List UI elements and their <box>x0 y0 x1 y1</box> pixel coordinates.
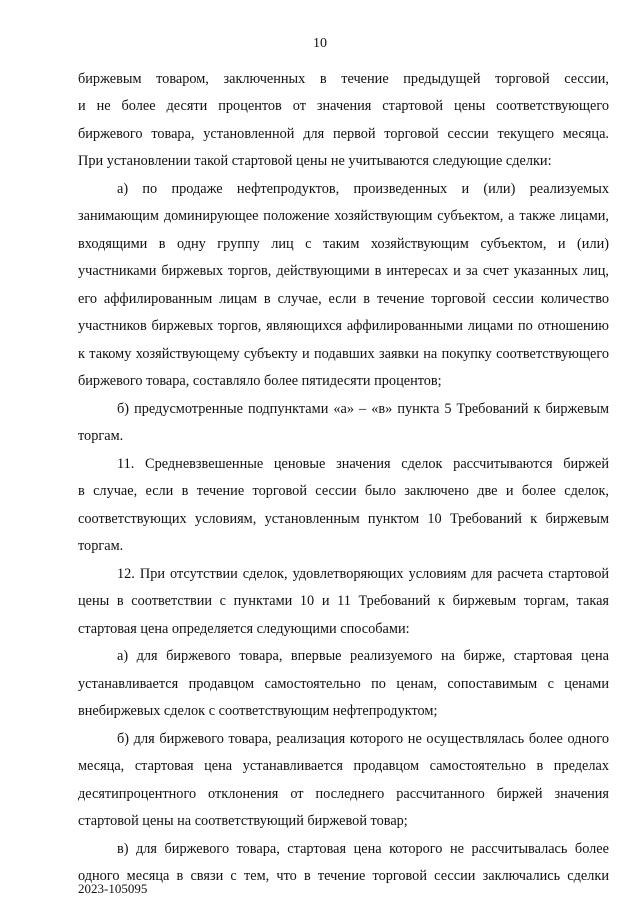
text-line: б) для биржевого товара, реализация которого не осуществлялась более одного <box>117 731 609 747</box>
text-line: в) для биржевого товара, стартовая цена которого не рассчитывалась более <box>117 841 609 857</box>
text-line: а) для биржевого товара, впервые реализуемого на бирже, стартовая цена <box>117 648 609 664</box>
text-line: 11. Средневзвешенные ценовые значения сделок рассчитываются биржей <box>117 456 609 472</box>
text-line: его аффилированным лицам в случае, если в течение торговой сессии количество <box>78 291 609 307</box>
text-line: стартовой цены на соответствующий биржевой товар; <box>78 813 408 829</box>
text-line: торгам. <box>78 538 124 554</box>
text-line: занимающим доминирующее положение хозяйствующим субъектом, а также лицами, <box>78 208 609 224</box>
text-line: а) по продаже нефтепродуктов, произведенных и (или) реализуемых <box>117 181 609 197</box>
text-line: к такому хозяйствующему субъекту и подавших заявки на покупку соответствующего <box>78 346 609 362</box>
text-line: соответствующих условиям, установленным пунктом 10 Требований к биржевым <box>78 511 609 527</box>
text-line: участниками биржевых торгов, действующими в интересах и за счет указанных лиц, <box>78 263 609 279</box>
text-line: биржевого товара, установленной для первой торговой сессии текущего месяца. <box>78 126 609 142</box>
text-line: участников биржевых торгов, являющихся аффилированными лицами по отношению <box>78 318 609 334</box>
page-number: 10 <box>313 36 327 51</box>
text-line: 12. При отсутствии сделок, удовлетворяющих условиям для расчета стартовой <box>117 566 609 582</box>
text-line: входящими в одну группу лиц с таким хозяйствующим субъектом, и (или) <box>78 236 609 252</box>
text-line: устанавливается продавцом самостоятельно по ценам, сопоставимым с ценами <box>78 676 609 692</box>
text-line: стартовая цена определяется следующими способами: <box>78 621 410 637</box>
text-line: торгам. <box>78 428 124 444</box>
text-line: месяца, стартовая цена устанавливается продавцом самостоятельно в пределах <box>78 758 609 774</box>
text-line: и не более десяти процентов от значения стартовой цены соответствующего <box>78 98 609 114</box>
text-line: десятипроцентного отклонения от последнего рассчитанного биржей значения <box>78 786 609 802</box>
document-code: 2023-105095 <box>78 881 148 896</box>
text-line: внебиржевых сделок с соответствующим нефтепродуктом; <box>78 703 438 719</box>
text-line: При установлении такой стартовой цены не учитываются следующие сделки: <box>78 153 552 169</box>
text-line: б) предусмотренные подпунктами «а» – «в» пункта 5 Требований к биржевым <box>117 401 609 417</box>
text-line: биржевого товара, составляло более пятидесяти процентов; <box>78 373 442 389</box>
text-line: цены в соответствии с пунктами 10 и 11 Требований к биржевым торгам, такая <box>78 593 609 609</box>
text-line: одного месяца в связи с тем, что в течение торговой сессии заключались сделки <box>78 868 609 884</box>
text-line: биржевым товаром, заключенных в течение предыдущей торговой сессии, <box>78 71 609 87</box>
text-line: в случае, если в течение торговой сессии было заключено две и более сделок, <box>78 483 609 499</box>
